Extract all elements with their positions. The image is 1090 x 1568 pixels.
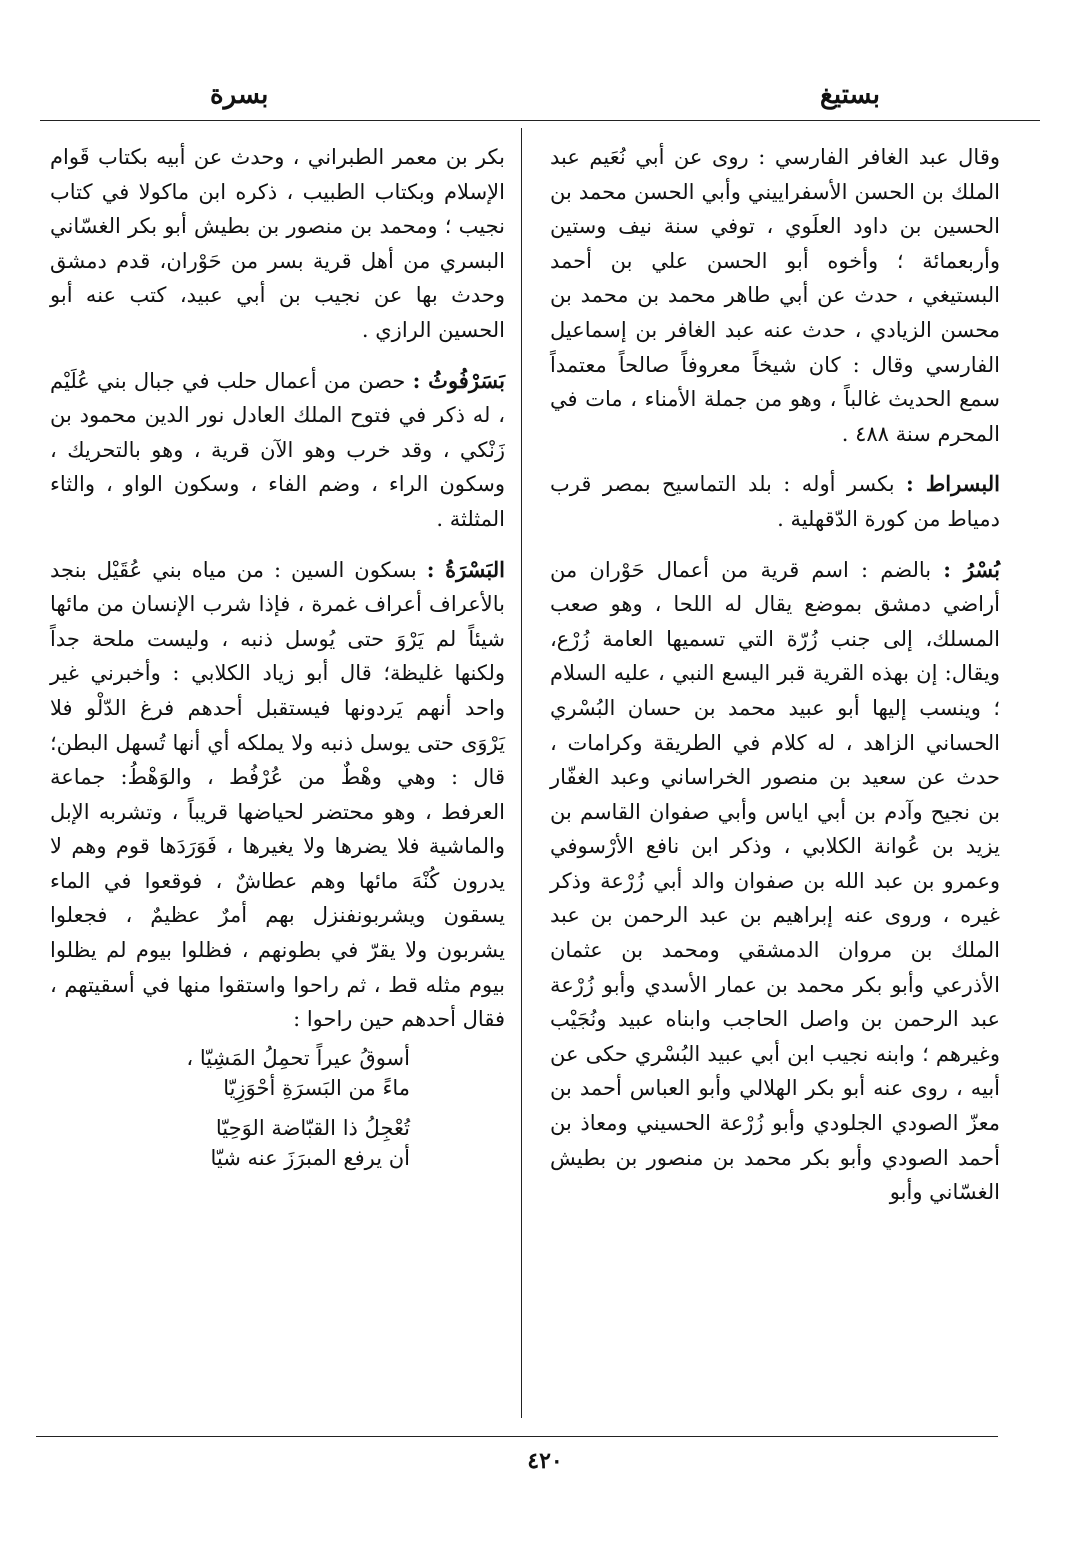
poem-line: تُعْجِلُ ذا القبّاضة الوَحِيّا	[215, 1115, 410, 1140]
entry-text: بكسر أوله : بلد التماسيح بمصر قرب دمياط من كورة الدّقهلية .	[550, 472, 1000, 531]
entry-continuation: بكر بن معمر الطبراني ، وحدث عن أبيه بكتاب قَوام الإسلام وبكتاب الطبيب ، ذكره ابن ماكولا في كتاب نجيب ؛ ومحمد بن منصور بن بطيش أبو بكر الغسّاني البسري من أهل قرية بسر من حَوْران، قدم دمشق وحدث بها عن نجيب بن أبي عبيد، كتب عنه أبو الحسين الرازي .	[50, 145, 505, 342]
left-column	[50, 140, 505, 1173]
running-header	[40, 80, 1040, 120]
entry-basarfuth	[50, 364, 505, 537]
column-separator	[521, 128, 522, 1418]
poem-line: أن يرفع المبرَزَ عنه شيّا	[210, 1145, 410, 1170]
entry-text: حصن من أعمال حلب في جبال بني عُلَيْم ، له ذكر في فتوح الملك العادل نور الدين محمود بن زَنْكي ، وقد خرب وهو الآن قرية ، وهو بالتحريك ، وسكون الراء ، وضم الفاء ، وسكون الواو ، والثاء المثلثة .	[50, 368, 505, 531]
entry-albasra	[50, 553, 505, 1037]
entry-text: بالضم : اسم قرية من أعمال حَوْران من أراضي دمشق بموضع يقال له اللحا ، وهو صعب المسلك، إلى جنب زُرّة التي تسميها العامة زُرْع، ويقال: إن بهذه القرية قبر اليسع النبي ، عليه السلام ؛ وينسب إليها أبو عبيد محمد بن حسان البُسْري الحساني الزاهد ، له كلام في الطريقة وكرامات ، حدث عن سعيد بن منصور الخراساني وعبد الغفّار بن نجيح وآدم بن أبي اياس وأبي صفوان القاسم بن يزيد بن عُوانة الكلابي ، وذكر ابن نافع الأرْسوفي وعمرو بن عبد الله بن صفوان والد أبي زُرْعة وذكر غيره ، وروى عنه إبراهيم بن عبد الرحمن بن عبد الملك بن مروان الدمشقي ومحمد بن عثمان الأذرعي وأبو بكر محمد بن عمار الأسدي وأبو زُرْعة عبد الرحمن بن واصل الحاجب وابناه عبيد ونُجَيْب وغيرهم ؛ وابنه نجيب ابن أبي عبيد البُسْري حكى عن أبيه ، روى عنه أبو بكر الهلالي وأبو العباس أحمد بن معزّ الصودي الجلودي وأبو زُرْعة الحسيني ومعاذ بن أحمد الصودي وأبو بكر محمد بن منصور بن بطيش الغسّاني وأبو	[550, 557, 1000, 1205]
entry-headword: البَسْرَةُ :	[426, 556, 505, 582]
poem	[50, 1043, 505, 1173]
poem-line: ماءً من البَسرَةِ أحْوَزِيّا	[223, 1075, 410, 1100]
page-number: ٤٢٠	[527, 1448, 563, 1474]
entry-headword: البسراط :	[906, 471, 1000, 497]
header-left-word: بسرة	[210, 80, 269, 110]
footer-rule	[36, 1436, 998, 1437]
header-right-word: بستيغ	[820, 80, 880, 110]
right-column	[550, 140, 1000, 1210]
entry-text: بسكون السين : من مياه بني عُقَيْل بنجد بالأعراف أعراف غمرة ، فإذا شرب الإنسان من مائها شيئاً لم يَرْوَ حتى يُوسل ذنبه ، وليست ملحة جداً ولكنها غليظة؛ قال أبو زياد الكلابي : وأخبرني غير واحد أنهم يَردونها فيستقبل أحدهم فرغ الدّلْو فلا يَرْوَى حتى يوسل ذنبه ولا يملكه أي أنها تُسهل البطن؛ قال : وهي وهْطٌ من عُرْفُط ، والوَهْطُ: جماعة العرفط ، وهو محتضر لحياضها قريباً ، وتشربه الإبل والماشية فلا يضرها ولا يغيرها ، فَوَرَدَها قوم وهم لا يدرون كُنْهَ مائها وهم عطاشٌ ، فوقعوا في الماء يسقون ويشربونفنزل بهم أمرٌ عظيمٌ ، فجعلوا يشربون ولا يقرّ في بطونهم ، فظلوا بيوم لم يظلوا بيوم مثله قط ، ثم راحوا واستقوا منها في أسقيتهم ، فقال أحدهم حين راحوا :	[50, 557, 505, 1032]
entry-headword: بُسْرُ :	[943, 556, 1000, 582]
header-rule	[40, 120, 1040, 121]
entry-bisrat	[550, 467, 1000, 536]
entry-headword: بَسَرْفُوثُ :	[412, 367, 506, 393]
entry-continuation: وقال عبد الغافر الفارسي : روى عن أبي نُعَيم عبد الملك بن الحسن الأسفراييني وأبي الحسن محمد بن الحسين بن داود العلَوي ، توفي سنة نيف وستين وأربعمائة ؛ وأخوه أبو الحسن علي بن أحمد البستيغي ، حدث عن أبي طاهر محمد بن محمد بن محسن الزيادي ، حدث عنه عبد الغافر بن إسماعيل الفارسي وقال : كان شيخاً معروفاً صالحاً معتمداً سمع الحديث غالباً ، وهو من جملة الأمناء ، مات في المحرم سنة ٤٨٨ .	[550, 145, 1000, 446]
entry-busr	[550, 553, 1000, 1210]
poem-line: أسوقُ عيراً تحمِلُ المَشِيّا ،	[186, 1045, 410, 1070]
